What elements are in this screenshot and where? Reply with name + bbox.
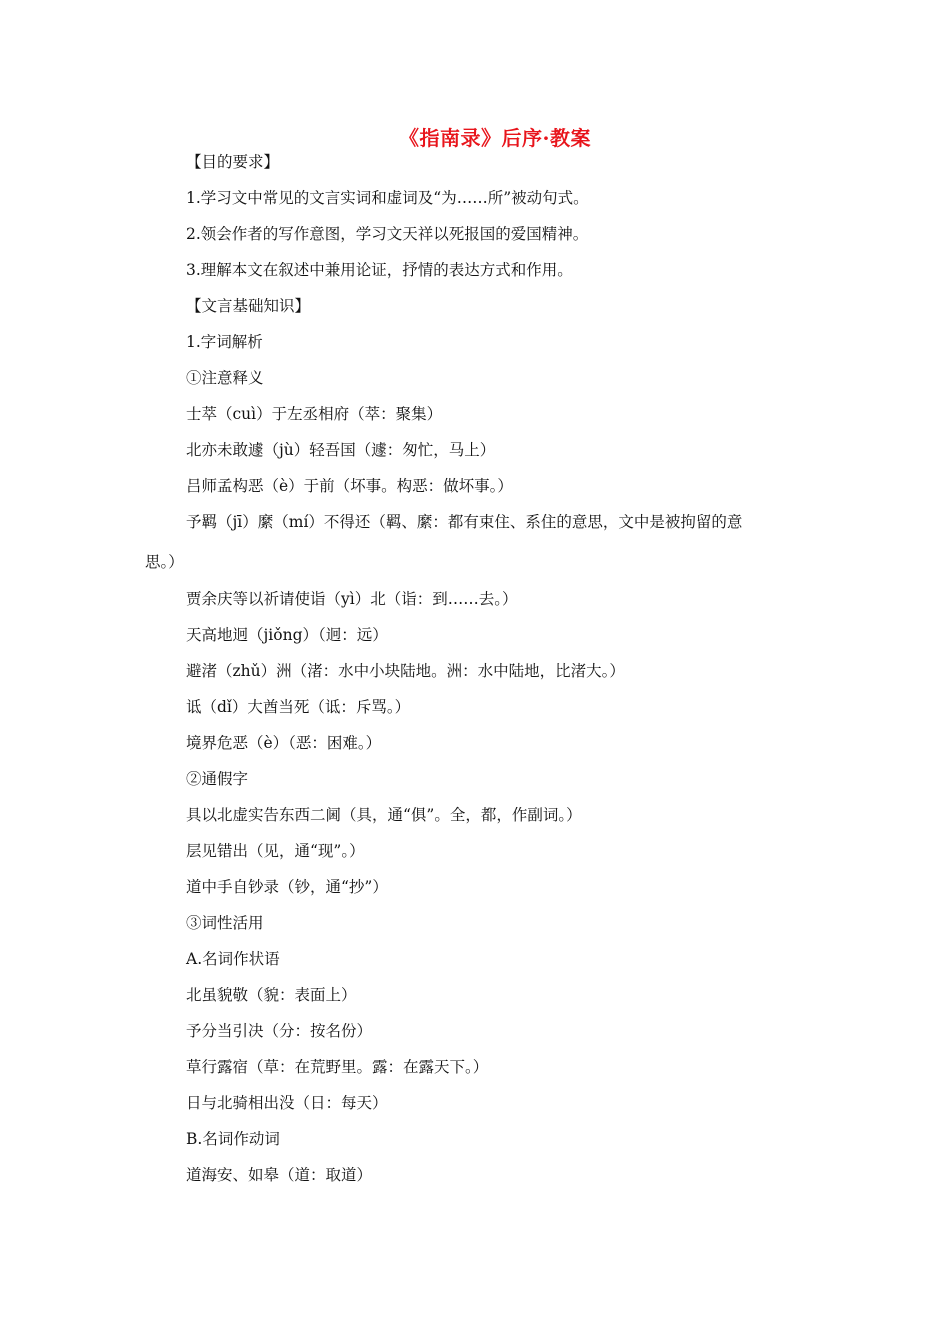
text-line: 草行露宿（草：在荒野里。露：在露天下。）: [186, 1058, 489, 1076]
text-line: 道海安、如皋（道：取道）: [186, 1166, 373, 1184]
text-line: 予羁（jī）縻（mí）不得还（羁、縻：都有束住、系住的意思，文中是被拘留的意: [186, 513, 743, 531]
document-title: 《指南录》后序·教案: [399, 126, 591, 150]
text-line: 具以北虚实告东西二阃（具，通“俱”。全，都，作副词。）: [186, 806, 582, 824]
text-line: 诋（dǐ）大酋当死（诋：斥骂。）: [186, 698, 411, 716]
text-line: 吕师孟构恶（è）于前（坏事。构恶：做坏事。）: [186, 477, 513, 495]
subheading-meanings: ①注意释义: [186, 369, 264, 387]
section-heading-basics: 【文言基础知识】: [186, 297, 311, 315]
subheading-part-of-speech: ③词性活用: [186, 914, 264, 932]
subheading-noun-adverbial: A.名词作状语: [186, 950, 280, 968]
text-line: 避渚（zhǔ）洲（渚：水中小块陆地。洲：水中陆地，比渚大。）: [186, 662, 625, 680]
text-line: 道中手自钞录（钞，通“抄”）: [186, 878, 388, 896]
text-line: 贾余庆等以祈请使诣（yì）北（诣：到……去。）: [186, 590, 518, 608]
section-heading-objectives: 【目的要求】: [186, 153, 280, 171]
text-line: 天高地迥（jiǒng）（迥：远）: [186, 626, 388, 644]
text-line: 北虽貌敬（貌：表面上）: [186, 986, 357, 1004]
subheading-word-analysis: 1.字词解析: [186, 333, 263, 351]
text-line-continuation: 思。）: [145, 553, 184, 571]
text-line: 士萃（cuì）于左丞相府（萃：聚集）: [186, 405, 443, 423]
text-line: 日与北骑相出没（日：每天）: [186, 1094, 388, 1112]
subheading-loan-characters: ②通假字: [186, 770, 249, 788]
text-line: 层见错出（见，通“现”。）: [186, 842, 365, 860]
subheading-noun-verb: B.名词作动词: [186, 1130, 280, 1148]
objective-3: 3.理解本文在叙述中兼用论证，抒情的表达方式和作用。: [186, 261, 573, 279]
text-line: 予分当引决（分：按名份）: [186, 1022, 373, 1040]
objective-2: 2.领会作者的写作意图，学习文天祥以死报国的爱国精神。: [186, 225, 589, 243]
text-line: 境界危恶（è）（恶：困难。）: [186, 734, 382, 752]
objective-1: 1.学习文中常见的文言实词和虚词及“为……所”被动句式。: [186, 189, 589, 207]
text-line: 北亦未敢遽（jù）轻吾国（遽：匆忙，马上）: [186, 441, 496, 459]
